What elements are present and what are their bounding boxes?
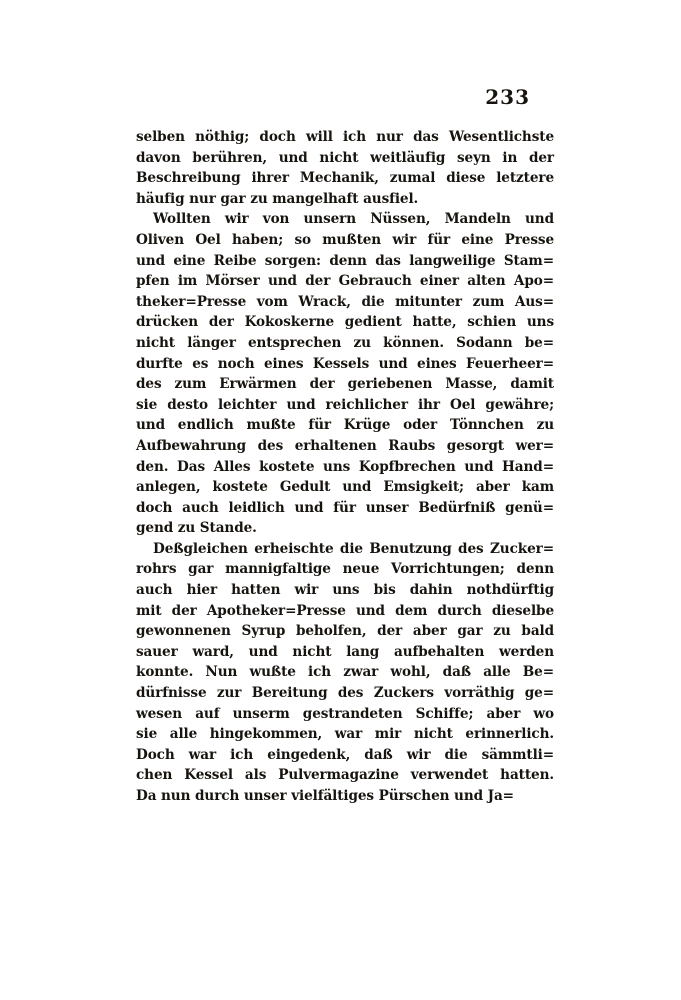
text-line: und eine Reibe sorgen: denn das langweilige Stam= (136, 252, 554, 269)
text-line: drücken der Kokoskerne gedient hatte, schien uns (136, 314, 554, 331)
text-line: sie desto leichter und reichlicher ihr Oel gewähre; (136, 396, 554, 413)
text-line: nicht länger entsprechen zu können. Sodann be= (136, 334, 554, 351)
text-line: pfen im Mörser und der Gebrauch einer alten Apo= (136, 273, 554, 290)
text-line: anlegen, kostete Gedult und Emsigkeit; aber kam (136, 479, 554, 496)
text-line: wesen auf unserm gestrandeten Schiffe; aber wo (136, 705, 554, 722)
text-line: Deßgleichen erheischte die Benutzung des Zucker= (153, 540, 554, 557)
text-line: sie alle hingekommen, war mir nicht erinnerlich. (136, 726, 554, 743)
text-line: durfte es noch eines Kessels und eines Feuerheer= (136, 355, 554, 372)
text-line: rohrs gar mannigfaltige neue Vorrichtungen; denn (136, 561, 554, 578)
text-line: Oliven Oel haben; so mußten wir für eine Presse (136, 231, 554, 248)
text-line: auch hier hatten wir uns bis dahin nothdürftig (136, 582, 554, 599)
text-line: häufig nur gar zu mangelhaft ausfiel. (136, 190, 419, 207)
text-line: chen Kessel als Pulvermagazine verwendet hatten. (136, 767, 554, 784)
text-line: davon berühren, und nicht weitläufig seyn in der (136, 149, 554, 166)
page-text (136, 127, 554, 807)
text-line: doch auch leidlich und für unser Bedürfniß genü= (136, 499, 554, 516)
text-line: mit der Apotheker=Presse und dem durch dieselbe (136, 602, 554, 619)
page-number: 233 (485, 85, 530, 109)
text-line: des zum Erwärmen der geriebenen Masse, damit (136, 376, 554, 393)
text-line: sauer ward, und nicht lang aufbehalten werden (136, 643, 554, 660)
text-line: dürfnisse zur Bereitung des Zuckers vorräthig ge= (136, 685, 554, 702)
text-line: konnte. Nun wußte ich zwar wohl, daß alle Be= (136, 664, 554, 681)
text-line: den. Das Alles kostete uns Kopfbrechen und Hand= (136, 458, 554, 475)
text-line: gewonnenen Syrup beholfen, der aber gar zu bald (136, 623, 554, 640)
text-line: gend zu Stande. (136, 520, 257, 537)
text-line: Wollten wir von unsern Nüssen, Mandeln und (153, 211, 554, 228)
text-line: Da nun durch unser vielfältiges Pürschen und Ja= (136, 788, 514, 804)
text-line: selben nöthig; doch will ich nur das Wesentlichste (136, 129, 554, 145)
text-line: Doch war ich eingedenk, daß wir die sämmtli= (136, 746, 554, 763)
text-line: und endlich mußte für Krüge oder Tönnchen zu (136, 417, 554, 434)
text-line: theker=Presse vom Wrack, die mitunter zum Aus= (136, 293, 554, 310)
text-line: Aufbewahrung des erhaltenen Raubs gesorgt wer= (136, 437, 554, 454)
text-line: Beschreibung ihrer Mechanik, zumal diese letztere (136, 170, 554, 187)
